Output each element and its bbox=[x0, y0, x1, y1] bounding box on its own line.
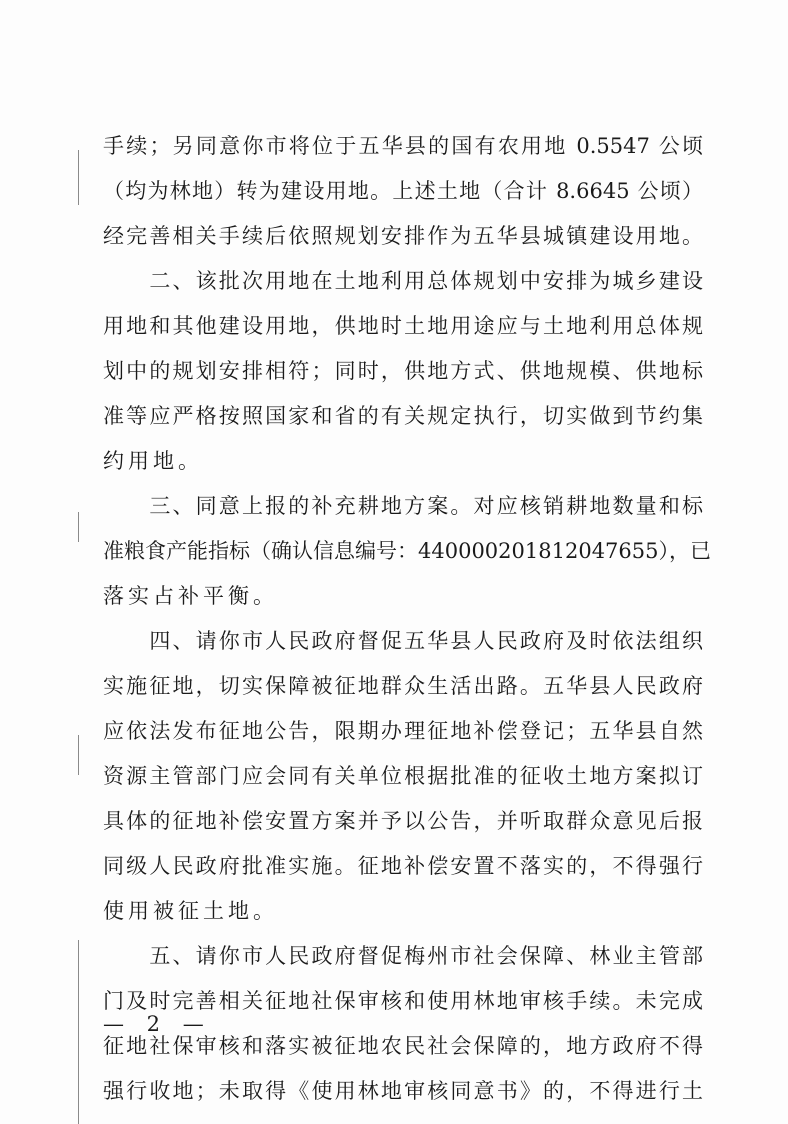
binding-line-mark bbox=[78, 940, 79, 1124]
body-line: 四、请你市人民政府督促五华县人民政府及时依法组织 bbox=[103, 629, 703, 653]
body-line: （均为林地）转为建设用地。上述土地（合计 8.6645 公顷） bbox=[103, 179, 703, 203]
binding-line-mark bbox=[78, 512, 79, 542]
body-line: 二、该批次用地在土地利用总体规划中安排为城乡建设 bbox=[103, 269, 703, 293]
body-line: 准粮食产能指标（确认信息编号：440000201812047655），已 bbox=[103, 539, 711, 563]
body-line: 使用被征土地。 bbox=[103, 899, 278, 923]
body-line: 具体的征地补偿安置方案并予以公告，并听取群众意见后报 bbox=[103, 809, 703, 833]
page-number: — 2 — bbox=[103, 1012, 212, 1036]
body-line: 用地和其他建设用地，供地时土地用途应与土地利用总体规 bbox=[103, 314, 703, 338]
document-body bbox=[103, 124, 711, 1114]
body-line: 应依法发布征地公告，限期办理征地补偿登记；五华县自然 bbox=[103, 719, 703, 743]
body-line: 五、请你市人民政府督促梅州市社会保障、林业主管部 bbox=[103, 944, 703, 968]
body-line: 资源主管部门应会同有关单位根据批准的征收土地方案拟订 bbox=[103, 764, 703, 788]
body-line: 强行收地；未取得《使用林地审核同意书》的，不得进行土 bbox=[103, 1079, 703, 1103]
body-line: 手续；另同意你市将位于五华县的国有农用地 0.5547 公顷 bbox=[103, 134, 703, 158]
body-line: 划中的规划安排相符；同时，供地方式、供地规模、供地标 bbox=[103, 359, 703, 383]
body-line: 约用地。 bbox=[103, 449, 203, 473]
body-line: 准等应严格按照国家和省的有关规定执行，切实做到节约集 bbox=[103, 404, 703, 428]
binding-line-mark bbox=[78, 735, 79, 775]
binding-line-mark bbox=[78, 150, 79, 205]
body-line: 三、同意上报的补充耕地方案。对应核销耕地数量和标 bbox=[103, 494, 703, 518]
body-line: 经完善相关手续后依照规划安排作为五华县城镇建设用地。 bbox=[103, 224, 703, 248]
body-line: 征地社保审核和落实被征地农民社会保障的，地方政府不得 bbox=[103, 1034, 703, 1058]
body-line: 同级人民政府批准实施。征地补偿安置不落实的，不得强行 bbox=[103, 854, 703, 878]
body-line: 落实占补平衡。 bbox=[103, 584, 278, 608]
body-line: 实施征地，切实保障被征地群众生活出路。五华县人民政府 bbox=[103, 674, 703, 698]
body-line: 门及时完善相关征地社保审核和使用林地审核手续。未完成 bbox=[103, 989, 703, 1013]
